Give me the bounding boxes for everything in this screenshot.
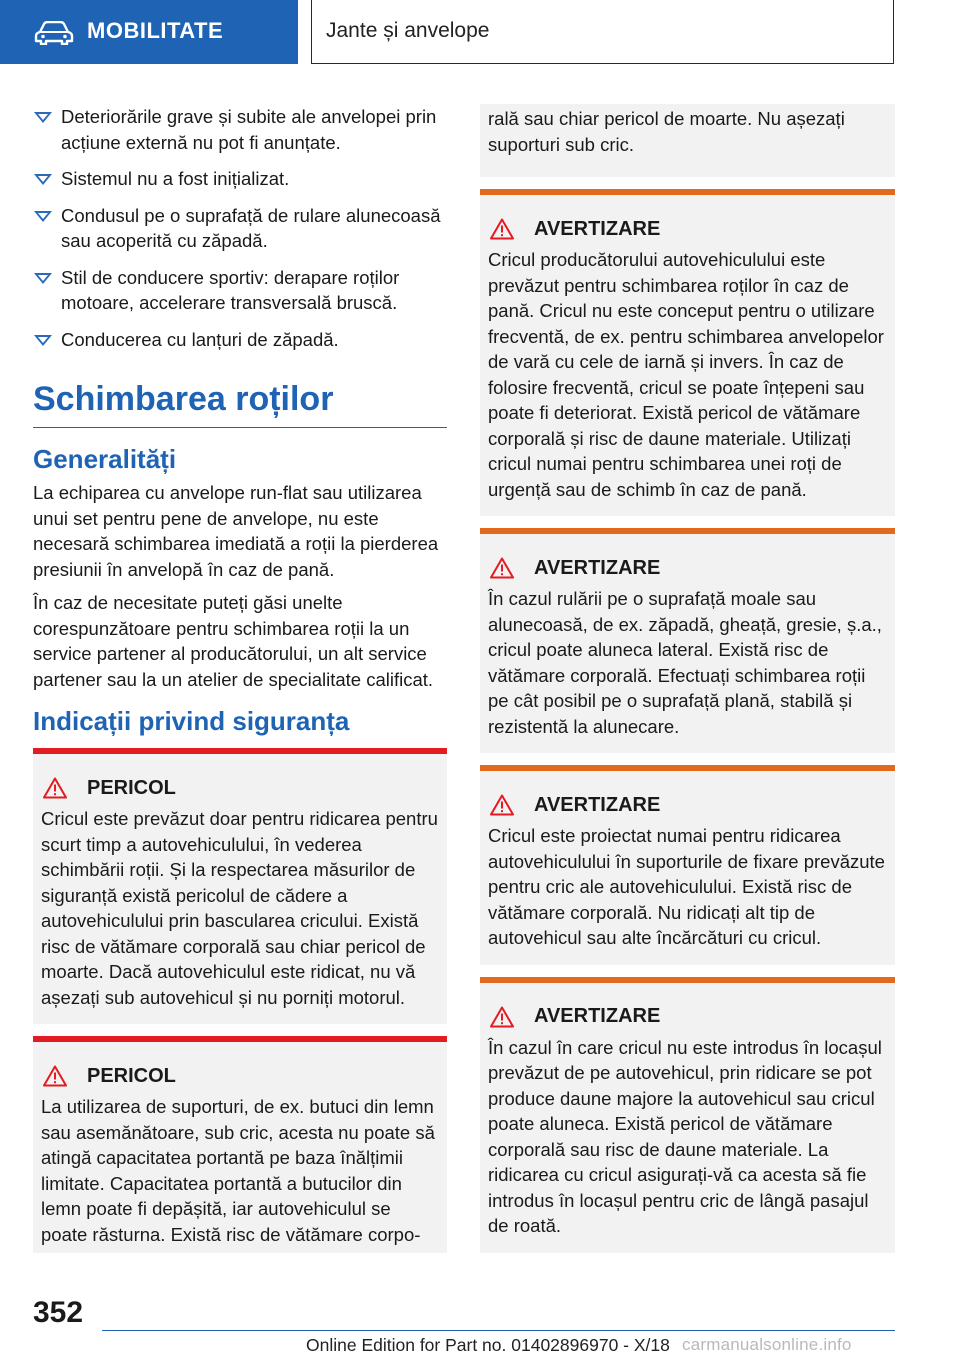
section-heading: Schimbarea roților <box>33 363 447 428</box>
subheading-general: Generalități <box>33 444 177 474</box>
triangle-bullet-icon <box>34 273 52 284</box>
warning-triangle-icon <box>43 1065 67 1087</box>
car-icon <box>34 21 74 45</box>
warning-text: Cricul producătorului autovehiculului este prevăzut pentru schimbarea roților în caz de pană. Cricul nu este conceput pentru o utilizare frecventă, de ex. pentru schimbarea anvelopelor de vară cu cele de iarnă și invers. În caz de folosire frecventă, cricul se poate înțepeni sau poate fi deteriorat. Există pericol de vătămare corporală și risc de daune materiale. Utilizați cricul numai pentru schimbarea unei roți de urgență sau de schimb în caz de pană. <box>488 249 884 500</box>
bullet-list <box>33 104 447 352</box>
triangle-bullet-icon <box>34 112 52 123</box>
warning-text: În cazul în care cricul nu este introdus în locașul prevăzut de pe autovehicul, prin ridicare se pot produce daune majore la autovehicul sau cricul poate aluneca. Există pericol de vătămare corporală sau risc de daune materiale. La ridicarea cu cricul asigurați-vă ca acesta să fie introdus în locașul pentru cric de lângă pasajul de roată. <box>488 1036 882 1236</box>
danger-text: Cricul este prevăzut doar pentru ridicarea pentru scurt timp a autovehiculului, în vederea schimbării roții. Și la respectarea măsurilor de siguranță există pericolul de cădere a autovehiculului prin bascularea cricului. Există risc de vătămare corporală sau chiar pericol de moarte. Dacă autovehiculul este ridicat, nu vă așezați sub autovehicul și nu porniți motorul. <box>41 808 438 1008</box>
warning-triangle-icon <box>43 777 67 799</box>
watermark: carmanualsonline.info <box>682 1335 852 1354</box>
warning-title: AVERTIZARE <box>534 793 661 816</box>
warning-box <box>480 189 895 516</box>
triangle-bullet-icon <box>34 211 52 222</box>
warning-box <box>480 977 895 1253</box>
paragraph: În caz de necesitate puteți găsi unelte corespunzătoare pentru schimbarea roții la un service partener al producătorului, un alt service partener sau la un atelier de specialitate calificat. <box>33 592 434 690</box>
triangle-bullet-icon <box>34 335 52 346</box>
warning-title: AVERTIZARE <box>534 556 661 579</box>
section-tab[interactable] <box>0 0 298 64</box>
section-label: MOBILITATE <box>87 18 224 43</box>
list-item: Deteriorările grave și subite ale anvelopei prin acțiune externă nu pot fi anunțate. <box>33 104 447 155</box>
chapter-title: Jante și anvelope <box>326 19 490 42</box>
continued-text: rală sau chiar pericol de moarte. Nu așezați suporturi sub cric. <box>488 108 845 155</box>
list-item: Condusul pe o suprafață de rulare alunecoasă sau acoperită cu zăpadă. <box>33 203 447 254</box>
footer-divider <box>102 1330 895 1331</box>
chapter-header <box>311 0 894 64</box>
danger-title: PERICOL <box>87 1064 176 1087</box>
list-item: Sistemul nu a fost inițializat. <box>33 166 447 192</box>
left-column <box>33 104 447 1253</box>
warning-title: AVERTIZARE <box>534 217 661 240</box>
footer-edition: Online Edition for Part no. 01402896970 - X/18 <box>306 1335 670 1355</box>
list-item: Conducerea cu lanțuri de zăpadă. <box>33 327 447 353</box>
warning-box <box>480 765 895 965</box>
continued-box <box>480 104 895 177</box>
subheading-safety: Indicații privind siguranța <box>33 706 350 736</box>
danger-box <box>33 1036 447 1253</box>
triangle-bullet-icon <box>34 174 52 185</box>
danger-title: PERICOL <box>87 776 176 799</box>
paragraph: La echiparea cu anvelope run-flat sau utilizarea unui set pentru pene de anvelope, nu este necesară schimbarea imediată a roții la pierderea presiunii în anvelopă în caz de pană. <box>33 482 439 580</box>
page-number: 352 <box>33 1296 84 1329</box>
danger-box <box>33 748 447 1024</box>
right-column <box>480 104 895 1253</box>
warning-triangle-icon <box>490 557 514 579</box>
warning-box <box>480 528 895 753</box>
warning-triangle-icon <box>490 794 514 816</box>
warning-text: În cazul rulării pe o suprafață moale sau alunecoasă, de ex. zăpadă, gheață, gresie, ș.a., cricul poate aluneca lateral. Există risc de vătămare corporală. Efectuați schimbarea roții pe cât posibil pe o suprafață plană, stabilă și rezistentă la alunecare. <box>488 588 882 737</box>
warning-triangle-icon <box>490 1006 514 1028</box>
warning-title: AVERTIZARE <box>534 1005 661 1027</box>
warning-triangle-icon <box>490 218 514 240</box>
warning-text: Cricul este proiectat numai pentru ridicarea autovehiculului în suporturile de fixare prevăzute pentru cric ale autovehiculului. Există risc de vătămare corporală. Nu ridicați alt tip de autovehicul sau alte încărcături cu cricul. <box>488 825 885 948</box>
list-item: Stil de conducere sportiv: derapare roților motoare, accelerare transversală bruscă. <box>33 265 447 316</box>
danger-text: La utilizarea de suporturi, de ex. butuci din lemn sau asemănătoare, sub cric, acesta nu poate să atingă capacitatea portantă pe baza înălțimii limitate. Capacitatea portantă a butucilor din lemn poate fi depășită, iar autovehiculul se poate răsturna. Există risc de vătămare corpo- <box>41 1096 435 1245</box>
